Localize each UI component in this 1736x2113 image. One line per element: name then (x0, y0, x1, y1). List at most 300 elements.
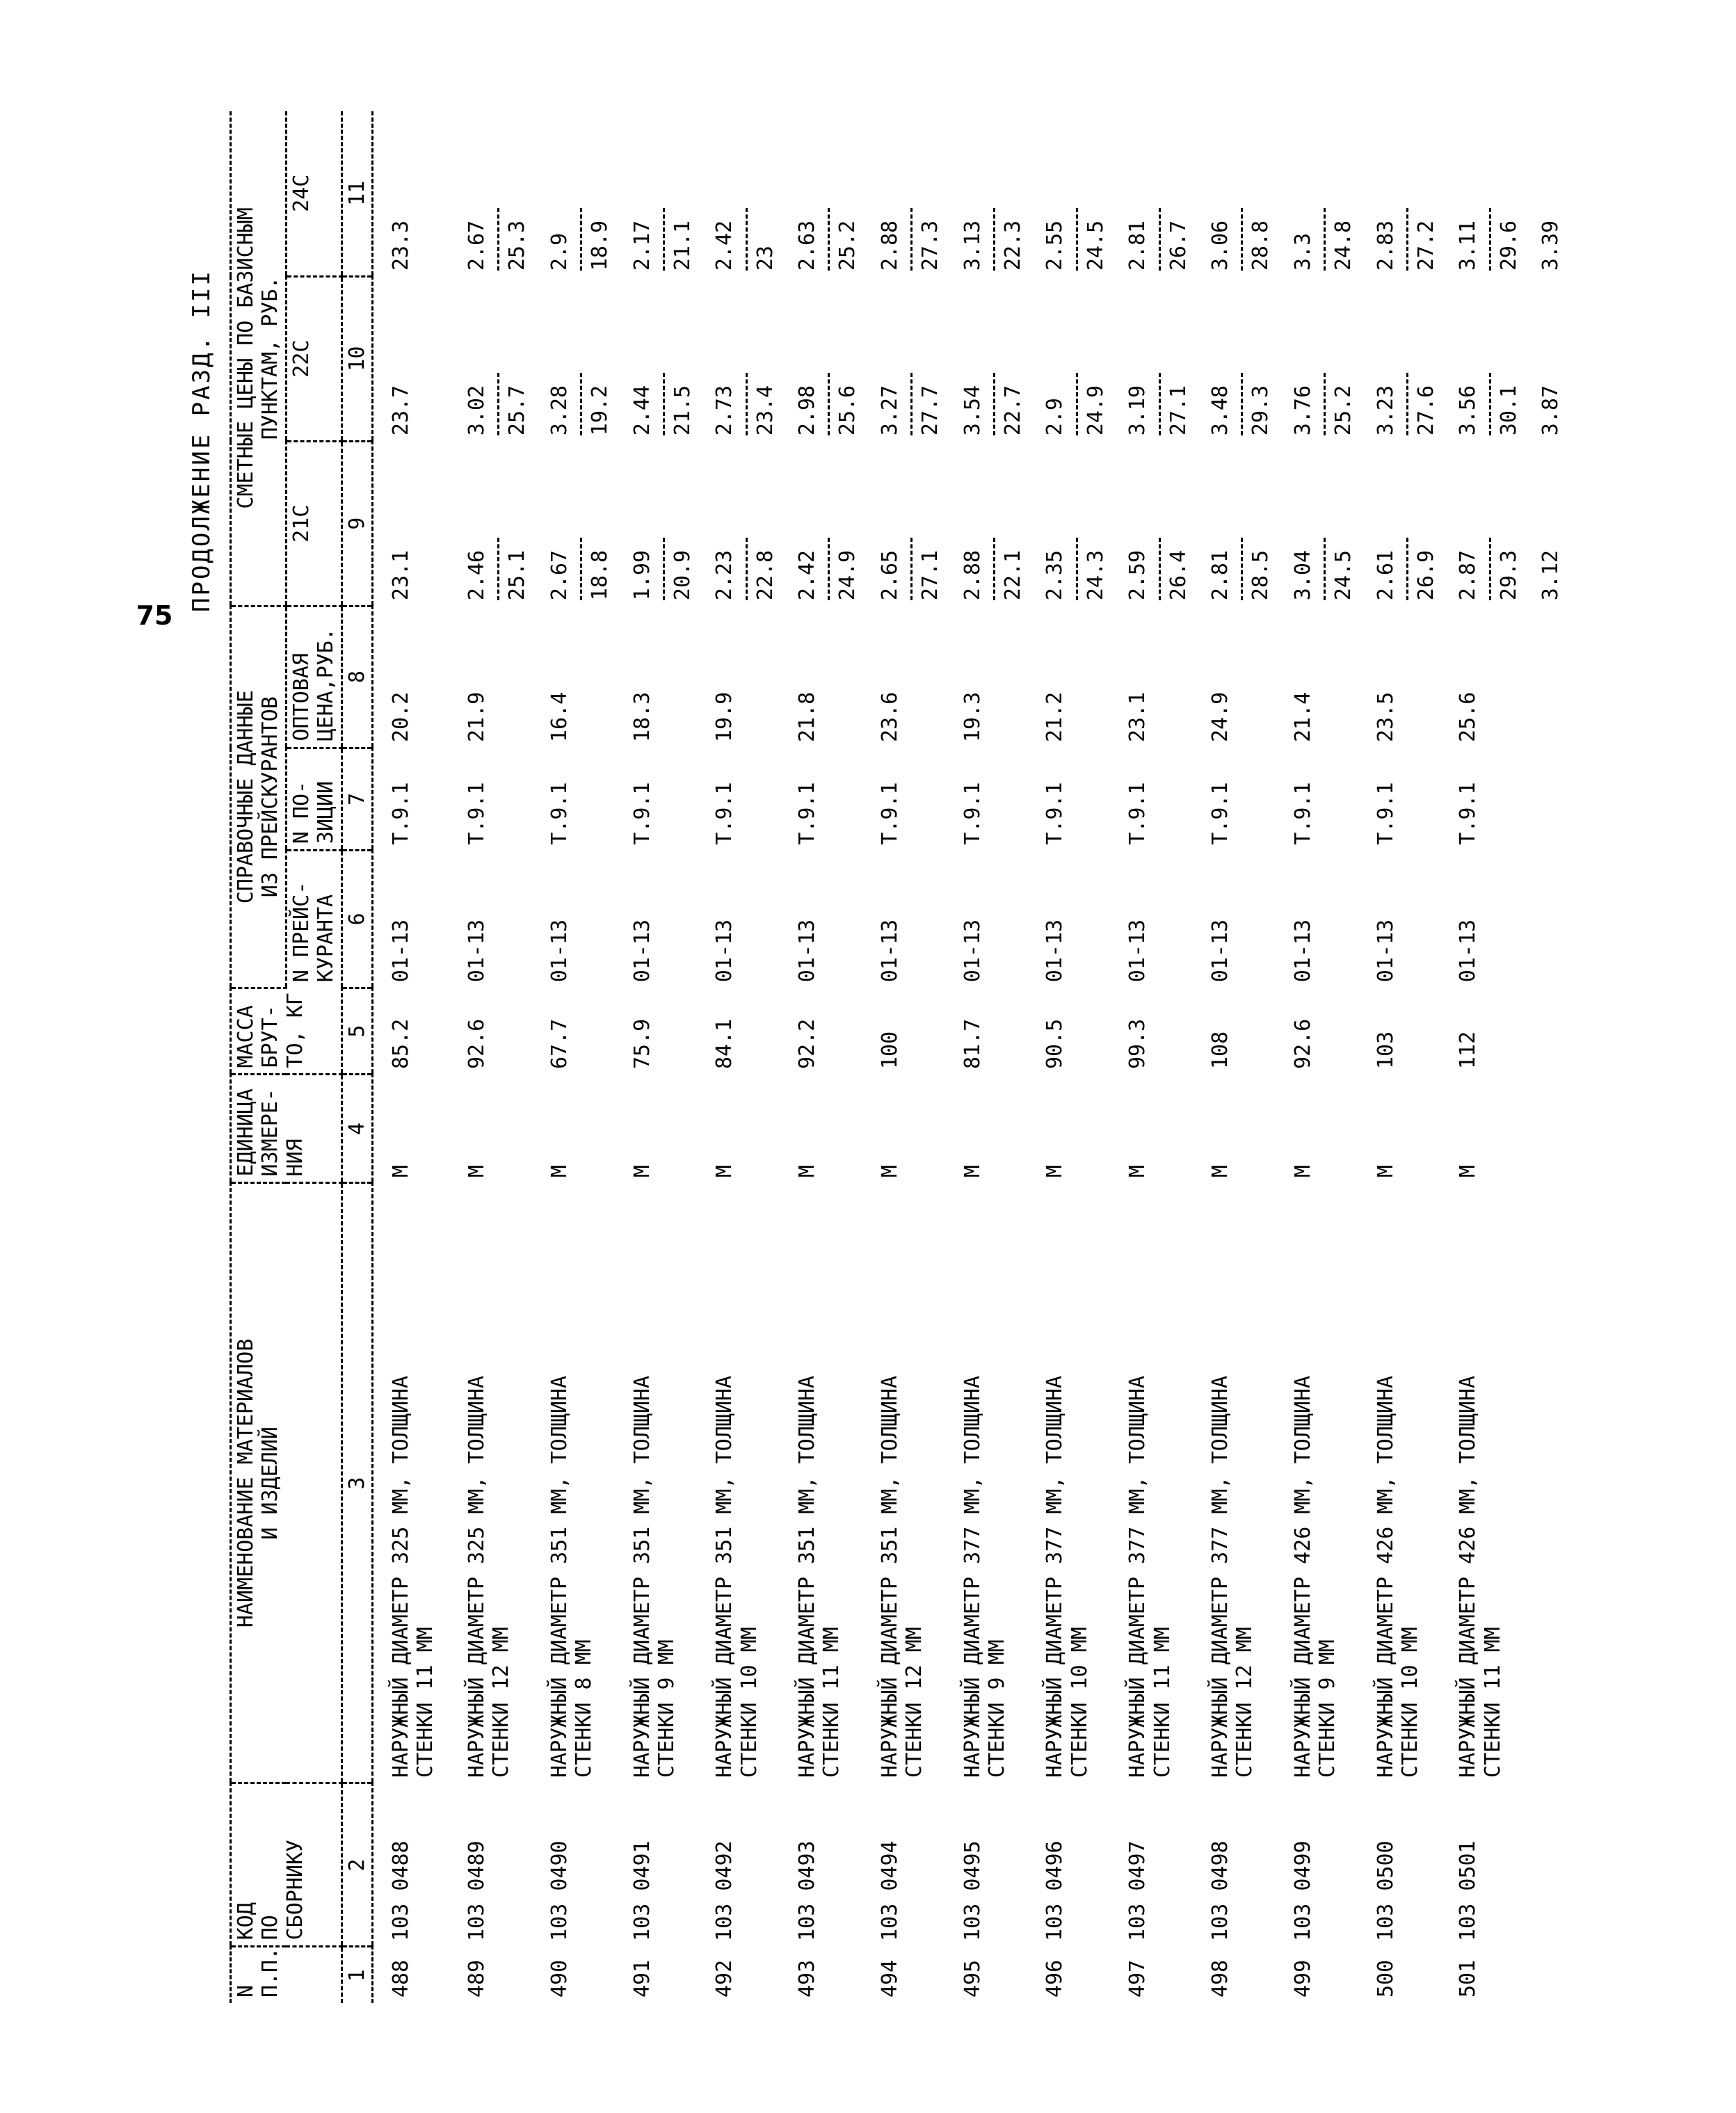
transport-cost-value: 2.59 (1125, 549, 1150, 601)
transport-cost-value: 2.63 (795, 220, 820, 271)
mass-cell: 67.7 (547, 1018, 572, 1069)
table-row (449, 111, 532, 2003)
table-row (945, 111, 1028, 2003)
transport-cost-value: 2.98 (795, 385, 820, 436)
estimated-price-cell-p22 (1358, 276, 1441, 441)
estimated-price-cell-p22 (862, 276, 945, 441)
estimated-price-cell-p22 (697, 276, 780, 441)
estimated-price-cell-p21 (1193, 441, 1276, 606)
code-cell: 103 0500 (1373, 1840, 1398, 1941)
code-cell: 103 0492 (712, 1840, 737, 1941)
mass-cell: 92.6 (1290, 1018, 1315, 1069)
wholesale-price-cell: 24.9 (1207, 691, 1232, 743)
dashed-divider (828, 373, 830, 435)
estimated-price-value: 18.8 (588, 549, 613, 601)
transport-cost-value: 2.42 (712, 220, 737, 271)
code-cell: 103 0497 (1125, 1840, 1150, 1941)
column-number: 3 (341, 1183, 372, 1783)
transport-cost-value: 2.73 (712, 385, 737, 436)
unit-cell: М (877, 1164, 902, 1178)
position-number-cell: Т.9.1 (629, 782, 654, 845)
column-number: 2 (341, 1783, 372, 1947)
row-number-cell: 492 (712, 1959, 737, 1998)
estimated-price-value: 25.3 (505, 220, 530, 271)
unit-cell: М (464, 1164, 489, 1178)
pricelist-number-cell: 01-13 (795, 919, 820, 983)
estimated-price-cell-p24 (780, 111, 862, 276)
unit-cell: М (547, 1164, 572, 1178)
transport-cost-value: 2.9 (1043, 398, 1068, 436)
estimated-price-value: 20.9 (670, 549, 695, 601)
table-row (862, 111, 945, 2003)
transport-cost-value: 2.46 (464, 549, 489, 601)
pricelist-number-cell: 01-13 (1290, 919, 1315, 983)
estimated-price-value: 22.1 (1001, 549, 1026, 601)
position-number-cell: Т.9.1 (1207, 782, 1232, 845)
header-wholesale-price: ОПТОВАЯ ЦЕНА,РУБ. (286, 606, 341, 748)
column-number: 7 (341, 748, 372, 851)
estimated-price-cell-p24 (372, 111, 449, 276)
material-name-cell: НАРУЖНЫЙ ДИАМЕТР 325 ММ, ТОЛЩИНА СТЕНКИ 12 ММ (464, 1375, 514, 1778)
pricelist-number-cell: 01-13 (1456, 919, 1481, 983)
dashed-divider (1489, 538, 1491, 600)
transport-cost-value: 3.56 (1456, 385, 1481, 436)
mass-cell: 90.5 (1043, 1018, 1068, 1069)
estimated-price-cell-p24 (532, 111, 615, 276)
estimated-price-cell-p24 (697, 111, 780, 276)
header-estimated-prices: СМЕТНЫЕ ЦЕНЫ ПО БАЗИСНЫМ ПУНКТАМ, РУБ. (231, 111, 287, 606)
estimated-price-value: 24.3 (1083, 549, 1108, 601)
wholesale-price-cell: 23.1 (1125, 691, 1150, 743)
unit-cell: М (1290, 1164, 1315, 1178)
wholesale-price-cell: 23.6 (877, 691, 902, 743)
transport-cost-value: 3.48 (1207, 385, 1232, 436)
unit-cell: М (388, 1164, 413, 1178)
estimated-price-cell-p21 (1027, 441, 1110, 606)
transport-cost-value: 2.81 (1125, 220, 1150, 271)
estimated-price-cell-p21 (1358, 441, 1441, 606)
header-gross-mass: МАССА БРУТ- ТО, КГ (231, 988, 342, 1075)
estimated-price-value: 18.9 (588, 220, 613, 271)
mass-cell: 99.3 (1125, 1018, 1150, 1069)
transport-cost-value: 2.35 (1043, 549, 1068, 601)
pricelist-number-cell: 01-13 (1043, 919, 1068, 983)
transport-cost-value: 3.76 (1290, 385, 1315, 436)
estimated-price-cell-p22 (1027, 276, 1110, 441)
transport-cost-value: 1.99 (629, 549, 654, 601)
dashed-divider (1489, 373, 1491, 435)
dashed-divider (1159, 538, 1161, 600)
estimated-price-cell-p21 (1523, 441, 1599, 606)
header-point-21c: 21С (286, 441, 341, 606)
estimated-price-value: 30.1 (1496, 385, 1521, 436)
estimated-price-value: 25.7 (505, 385, 530, 436)
transport-cost-value: 2.88 (877, 220, 902, 271)
dashed-divider (746, 373, 748, 435)
estimated-price-cell-p22 (1440, 276, 1523, 441)
material-name-cell: НАРУЖНЫЙ ДИАМЕТР 377 ММ, ТОЛЩИНА СТЕНКИ 9 ММ (960, 1375, 1010, 1778)
dashed-divider (1406, 538, 1408, 600)
mass-cell: 92.6 (464, 1018, 489, 1069)
transport-cost-value: 3.23 (1373, 385, 1398, 436)
row-number-cell: 495 (960, 1959, 985, 1998)
pricelist-number-cell: 01-13 (960, 919, 985, 983)
estimated-price-value: 29.6 (1496, 220, 1521, 271)
dashed-divider (1241, 538, 1243, 600)
estimated-price-value: 22.7 (1001, 385, 1026, 436)
material-name-cell (1523, 1183, 1599, 1783)
mass-cell: 92.2 (795, 1018, 820, 1069)
mass-cell: 108 (1207, 1031, 1232, 1069)
transport-cost-value: 2.67 (464, 220, 489, 271)
estimated-price-value: 21.1 (670, 220, 695, 271)
column-number: 5 (341, 988, 372, 1075)
pricelist-number-cell: 01-13 (464, 919, 489, 983)
code-cell: 103 0488 (388, 1840, 413, 1941)
estimated-price-value: 27.7 (918, 385, 943, 436)
row-number-cell (1523, 1947, 1599, 2003)
material-name-cell: НАРУЖНЫЙ ДИАМЕТР 325 ММ, ТОЛЩИНА СТЕНКИ 11 ММ (388, 1375, 438, 1778)
position-number-cell (1523, 748, 1599, 851)
transport-cost-value: 2.87 (1456, 549, 1481, 601)
dashed-divider (1324, 538, 1326, 600)
table-row (1276, 111, 1358, 2003)
estimated-price-value: 28.8 (1248, 220, 1273, 271)
estimated-price-value: 26.9 (1413, 549, 1438, 601)
estimated-price-value: 26.4 (1166, 549, 1191, 601)
estimated-price-cell-p22 (1193, 276, 1276, 441)
estimated-price-cell-p22 (945, 276, 1028, 441)
pricelist-number-cell: 01-13 (547, 919, 572, 983)
column-number: 11 (341, 111, 372, 276)
table-row (372, 111, 449, 2003)
dashed-divider (663, 373, 665, 435)
header-position-number: N ПО- ЗИЦИИ (286, 748, 341, 851)
estimated-price-cell-p22 (615, 276, 698, 441)
column-number: 1 (341, 1947, 372, 2003)
column-number: 6 (341, 851, 372, 988)
row-number-cell: 488 (388, 1959, 413, 1998)
position-number-cell: Т.9.1 (388, 782, 413, 845)
header-code: КОД ПО СБОРНИКУ (231, 1783, 342, 1947)
unit-cell: М (1043, 1164, 1068, 1178)
pricelist-number-cell: 01-13 (629, 919, 654, 983)
row-number-cell: 498 (1207, 1959, 1232, 1998)
estimated-price-cell-p22 (1276, 276, 1358, 441)
table-row (1523, 111, 1599, 2003)
estimated-price-cell-p22 (532, 276, 615, 441)
transport-cost-value: 3.28 (547, 385, 572, 436)
dashed-divider (1076, 373, 1078, 435)
column-number: 10 (341, 276, 372, 441)
pricelist-number-cell: 01-13 (1125, 919, 1150, 983)
estimated-price-cell-p21 (945, 441, 1028, 606)
code-cell: 103 0489 (464, 1840, 489, 1941)
position-number-cell: Т.9.1 (712, 782, 737, 845)
estimated-price-value: 29.3 (1496, 549, 1521, 601)
position-number-cell: Т.9.1 (1373, 782, 1398, 845)
estimated-price-value: 24.8 (1331, 220, 1356, 271)
code-cell: 103 0493 (795, 1840, 820, 1941)
dashed-divider (993, 373, 995, 435)
estimated-price-cell-p21 (697, 441, 780, 606)
unit-cell: М (629, 1164, 654, 1178)
header-material-name: НАИМЕНОВАНИЕ МАТЕРИАЛОВ И ИЗДЕЛИЙ (231, 1183, 342, 1783)
row-number-cell: 489 (464, 1959, 489, 1998)
dashed-divider (910, 373, 913, 435)
wholesale-price-cell: 21.4 (1290, 691, 1315, 743)
estimated-price-cell-p21 (1276, 441, 1358, 606)
column-number: 4 (341, 1075, 372, 1183)
estimated-price-value: 19.2 (588, 385, 613, 436)
material-name-cell: НАРУЖНЫЙ ДИАМЕТР 351 ММ, ТОЛЩИНА СТЕНКИ 11 ММ (795, 1375, 844, 1778)
transport-cost-value: 23.1 (388, 549, 413, 601)
transport-cost-value: 3.12 (1538, 549, 1564, 601)
pricelist-number-cell: 01-13 (877, 919, 902, 983)
pricelist-number-cell: 01-13 (1373, 919, 1398, 983)
unit-cell: М (960, 1164, 985, 1178)
dashed-divider (1324, 208, 1326, 271)
dashed-divider (828, 538, 830, 600)
unit-cell: М (1373, 1164, 1398, 1178)
position-number-cell: Т.9.1 (1456, 782, 1481, 845)
estimated-price-cell-p24 (1110, 111, 1193, 276)
estimated-price-value: 23 (753, 246, 778, 271)
estimated-price-value: 23.4 (753, 385, 778, 436)
row-number-cell: 493 (795, 1959, 820, 1998)
estimated-price-cell-p21 (449, 441, 532, 606)
wholesale-price-cell: 21.8 (795, 691, 820, 743)
estimated-price-cell-p21 (1110, 441, 1193, 606)
mass-cell: 100 (877, 1031, 902, 1069)
dashed-divider (993, 208, 995, 271)
position-number-cell: Т.9.1 (877, 782, 902, 845)
wholesale-price-cell (1523, 606, 1599, 748)
estimated-price-cell-p24 (449, 111, 532, 276)
pricelist-number-cell: 01-13 (388, 919, 413, 983)
transport-cost-value: 3.39 (1538, 220, 1564, 271)
row-number-cell: 501 (1456, 1959, 1481, 1998)
header-row-number: N П.П. (231, 1947, 342, 2003)
material-name-cell: НАРУЖНЫЙ ДИАМЕТР 351 ММ, ТОЛЩИНА СТЕНКИ 9 ММ (629, 1375, 679, 1778)
position-number-cell: Т.9.1 (464, 782, 489, 845)
transport-cost-value: 3.04 (1290, 549, 1315, 601)
estimated-price-cell-p24 (1193, 111, 1276, 276)
transport-cost-value: 2.61 (1373, 549, 1398, 601)
transport-cost-value: 3.13 (960, 220, 985, 271)
dashed-divider (497, 373, 499, 435)
position-number-cell: Т.9.1 (960, 782, 985, 845)
dashed-divider (746, 208, 748, 271)
dashed-divider (663, 208, 665, 271)
transport-cost-value: 2.9 (547, 232, 572, 271)
dashed-divider (1406, 373, 1408, 435)
dashed-divider (1159, 208, 1161, 271)
code-cell (1523, 1783, 1599, 1947)
estimated-price-cell-p22 (1110, 276, 1193, 441)
dashed-divider (580, 208, 582, 271)
mass-cell: 84.1 (712, 1018, 737, 1069)
transport-cost-value: 2.83 (1373, 220, 1398, 271)
estimated-price-cell-p22 (449, 276, 532, 441)
dashed-divider (497, 538, 499, 600)
code-cell: 103 0490 (547, 1840, 572, 1941)
dashed-divider (1076, 208, 1078, 271)
estimated-price-value: 21.5 (670, 385, 695, 436)
table-row (697, 111, 780, 2003)
transport-cost-value: 2.55 (1043, 220, 1068, 271)
transport-cost-value: 2.67 (547, 549, 572, 601)
estimated-price-cell-p21 (615, 441, 698, 606)
estimated-price-cell-p21 (862, 441, 945, 606)
estimated-price-value: 24.5 (1331, 549, 1356, 601)
estimated-price-cell-p21 (780, 441, 862, 606)
transport-cost-value: 3.27 (877, 385, 902, 436)
wholesale-price-cell: 18.3 (629, 691, 654, 743)
header-point-24c: 24С (286, 111, 341, 276)
estimated-price-value: 27.6 (1413, 385, 1438, 436)
table-row (1440, 111, 1523, 2003)
position-number-cell: Т.9.1 (1290, 782, 1315, 845)
row-number-cell: 490 (547, 1959, 572, 1998)
transport-cost-value: 2.88 (960, 549, 985, 601)
transport-cost-value: 2.17 (629, 220, 654, 271)
transport-cost-value: 3.11 (1456, 220, 1481, 271)
transport-cost-value: 2.44 (629, 385, 654, 436)
code-cell: 103 0501 (1456, 1840, 1481, 1941)
unit-cell: М (1207, 1164, 1232, 1178)
pricelist-number-cell (1523, 851, 1599, 988)
estimated-price-value: 25.2 (1331, 385, 1356, 436)
estimated-price-value: 27.1 (918, 549, 943, 601)
estimated-price-cell-p21 (372, 441, 449, 606)
dashed-divider (497, 208, 499, 271)
estimated-price-cell-p24 (1358, 111, 1441, 276)
section-caption: ПРОДОЛЖЕНИЕ РАЗД. III (188, 269, 216, 612)
transport-cost-value: 23.7 (388, 385, 413, 436)
wholesale-price-cell: 16.4 (547, 691, 572, 743)
material-name-cell: НАРУЖНЫЙ ДИАМЕТР 351 ММ, ТОЛЩИНА СТЕНКИ 8 ММ (547, 1375, 597, 1778)
wholesale-price-cell: 21.9 (464, 691, 489, 743)
dashed-divider (828, 208, 830, 271)
estimated-price-value: 24.5 (1083, 220, 1108, 271)
position-number-cell: Т.9.1 (547, 782, 572, 845)
material-name-cell: НАРУЖНЫЙ ДИАМЕТР 351 ММ, ТОЛЩИНА СТЕНКИ 12 ММ (877, 1375, 927, 1778)
unit-cell: М (1125, 1164, 1150, 1178)
dashed-divider (910, 538, 913, 600)
row-number-cell: 499 (1290, 1959, 1315, 1998)
material-name-cell: НАРУЖНЫЙ ДИАМЕТР 351 ММ, ТОЛЩИНА СТЕНКИ 10 ММ (712, 1375, 762, 1778)
code-cell: 103 0496 (1043, 1840, 1068, 1941)
row-number-cell: 497 (1125, 1959, 1150, 1998)
wholesale-price-cell: 20.2 (388, 691, 413, 743)
materials-price-table (230, 111, 1599, 2003)
column-number: 9 (341, 441, 372, 606)
row-number-cell: 494 (877, 1959, 902, 1998)
estimated-price-value: 24.9 (835, 549, 860, 601)
code-cell: 103 0495 (960, 1840, 985, 1941)
code-cell: 103 0499 (1290, 1840, 1315, 1941)
transport-cost-value: 2.23 (712, 549, 737, 601)
row-number-cell: 496 (1043, 1959, 1068, 1998)
unit-cell: М (712, 1164, 737, 1178)
transport-cost-value: 3.06 (1207, 220, 1232, 271)
position-number-cell: Т.9.1 (1125, 782, 1150, 845)
estimated-price-value: 25.1 (505, 549, 530, 601)
table-row (1027, 111, 1110, 2003)
header-point-22c: 22С (286, 276, 341, 441)
estimated-price-value: 25.2 (835, 220, 860, 271)
estimated-price-cell-p24 (945, 111, 1028, 276)
pricelist-number-cell: 01-13 (1207, 919, 1232, 983)
estimated-price-value: 29.3 (1248, 385, 1273, 436)
dashed-divider (1241, 208, 1243, 271)
estimated-price-cell-p24 (1440, 111, 1523, 276)
dashed-divider (1324, 373, 1326, 435)
code-cell: 103 0494 (877, 1840, 902, 1941)
estimated-price-cell-p22 (1523, 276, 1599, 441)
mass-cell: 103 (1373, 1031, 1398, 1069)
transport-cost-value: 3.54 (960, 385, 985, 436)
column-number: 8 (341, 606, 372, 748)
transport-cost-value: 3.02 (464, 385, 489, 436)
table-row (1110, 111, 1193, 2003)
dashed-divider (746, 538, 748, 600)
header-unit: ЕДИНИЦА ИЗМЕРЕ- НИЯ (231, 1075, 342, 1183)
dashed-divider (663, 538, 665, 600)
estimated-price-cell-p21 (1440, 441, 1523, 606)
estimated-price-cell-p24 (1276, 111, 1358, 276)
transport-cost-value: 2.81 (1207, 549, 1232, 601)
wholesale-price-cell: 19.3 (960, 691, 985, 743)
wholesale-price-cell: 23.5 (1373, 691, 1398, 743)
code-cell: 103 0498 (1207, 1840, 1232, 1941)
wholesale-price-cell: 19.9 (712, 691, 737, 743)
table-body (372, 111, 1599, 2003)
estimated-price-cell-p22 (372, 276, 449, 441)
column-number-row (341, 111, 372, 2003)
dashed-divider (993, 538, 995, 600)
estimated-price-value: 28.5 (1248, 549, 1273, 601)
estimated-price-cell-p21 (532, 441, 615, 606)
transport-cost-value: 3.19 (1125, 385, 1150, 436)
unit-cell (1523, 1075, 1599, 1183)
table-row (1358, 111, 1441, 2003)
mass-cell: 112 (1456, 1031, 1481, 1069)
table-row (1193, 111, 1276, 2003)
material-name-cell: НАРУЖНЫЙ ДИАМЕТР 426 ММ, ТОЛЩИНА СТЕНКИ 9 ММ (1290, 1375, 1340, 1778)
material-name-cell: НАРУЖНЫЙ ДИАМЕТР 377 ММ, ТОЛЩИНА СТЕНКИ 11 ММ (1125, 1375, 1175, 1778)
row-number-cell: 491 (629, 1959, 654, 1998)
estimated-price-value: 22.8 (753, 549, 778, 601)
estimated-price-cell-p22 (780, 276, 862, 441)
material-name-cell: НАРУЖНЫЙ ДИАМЕТР 377 ММ, ТОЛЩИНА СТЕНКИ 10 ММ (1043, 1375, 1092, 1778)
material-name-cell: НАРУЖНЫЙ ДИАМЕТР 377 ММ, ТОЛЩИНА СТЕНКИ 12 ММ (1207, 1375, 1257, 1778)
transport-cost-value: 23.3 (388, 220, 413, 271)
unit-cell: М (795, 1164, 820, 1178)
transport-cost-value: 2.65 (877, 549, 902, 601)
dashed-divider (1159, 373, 1161, 435)
transport-cost-value: 2.42 (795, 549, 820, 601)
dashed-divider (910, 208, 913, 271)
dashed-divider (580, 538, 582, 600)
pricelist-number-cell: 01-13 (712, 919, 737, 983)
estimated-price-cell-p24 (862, 111, 945, 276)
transport-cost-value: 3.3 (1290, 232, 1315, 271)
estimated-price-cell-p24 (615, 111, 698, 276)
dashed-divider (1076, 538, 1078, 600)
dashed-divider (1489, 208, 1491, 271)
